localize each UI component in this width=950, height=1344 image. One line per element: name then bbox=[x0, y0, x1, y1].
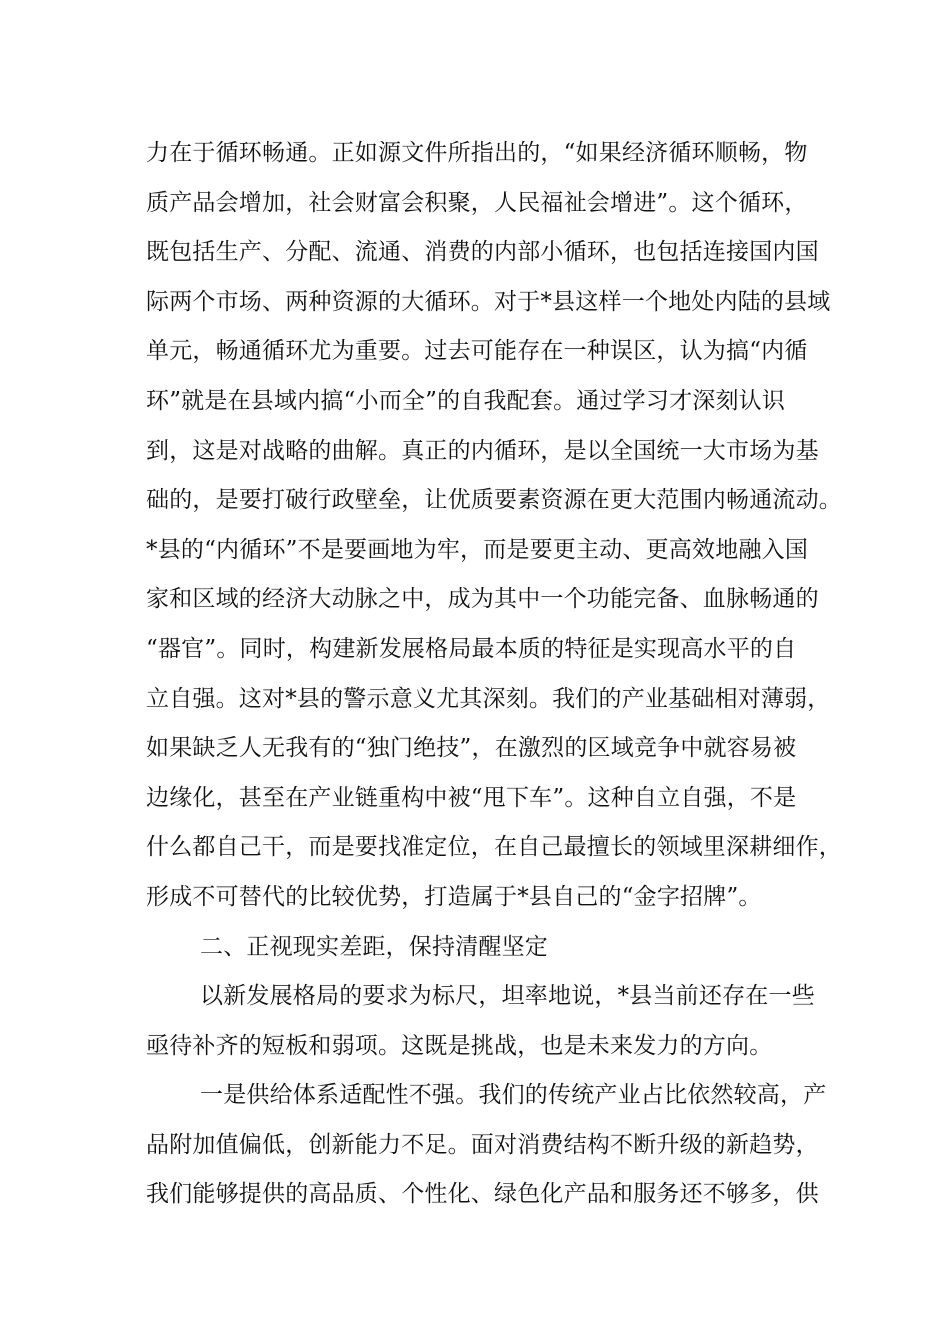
paragraph-line: 到，这是对战略的曲解。真正的内循环，是以全国统一大市场为基 bbox=[146, 437, 819, 464]
paragraph-line: 什么都自己干，而是要找准定位，在自己最擅长的领域里深耕细作， bbox=[146, 834, 842, 861]
paragraph-line: 边缘化，甚至在产业链重构中被“甩下车”。这种自立自强，不是 bbox=[146, 784, 797, 811]
paragraph-line: 际两个市场、两种资源的大循环。对于*县这样一个地处内陆的县域 bbox=[146, 288, 831, 315]
paragraph-line: 础的，是要打破行政壁垒，让优质要素资源在更大范围内畅通流动。 bbox=[146, 487, 842, 514]
paragraph-line: 一是供给体系适配性不强。我们的传统产业占比依然较高，产 bbox=[200, 1082, 827, 1109]
paragraph-line: 环”就是在县域内搞“小而全”的自我配套。通过学习才深刻认识 bbox=[146, 387, 786, 414]
paragraph-line: 质产品会增加，社会财富会积聚，人民福祉会增进”。这个循环， bbox=[146, 189, 808, 216]
paragraph-line: 形成不可替代的比较优势，打造属于*县自己的“金字招牌”。 bbox=[146, 883, 762, 910]
paragraph-line: 如果缺乏人无我有的“独门绝技”，在激烈的区域竞争中就容易被 bbox=[146, 735, 797, 762]
paragraph-line: 以新发展格局的要求为标尺，坦率地说，*县当前还存在一些 bbox=[200, 983, 815, 1010]
paragraph-line: *县的“内循环”不是要画地为牢，而是要更主动、更高效地融入国 bbox=[146, 536, 809, 563]
paragraph-line: 亟待补齐的短板和弱项。这既是挑战，也是未来发力的方向。 bbox=[146, 1032, 773, 1059]
paragraph-line: 品附加值偏低，创新能力不足。面对消费结构不断升级的新趋势， bbox=[146, 1131, 819, 1158]
paragraph-line: 单元，畅通循环尤为重要。过去可能存在一种误区，认为搞“内循 bbox=[146, 338, 808, 365]
document-body bbox=[146, 129, 842, 1220]
paragraph-line: 既包括生产、分配、流通、消费的内部小循环，也包括连接国内国 bbox=[146, 239, 819, 266]
section-heading: 二、正视现实差距，保持清醒坚定 bbox=[200, 933, 548, 960]
paragraph-line: 家和区域的经济大动脉之中，成为其中一个功能完备、血脉畅通的 bbox=[146, 586, 819, 613]
paragraph-line: 力在于循环畅通。正如源文件所指出的，“如果经济循环顺畅，物 bbox=[146, 140, 808, 166]
paragraph-line: 我们能够提供的高品质、个性化、绿色化产品和服务还不够多，供 bbox=[146, 1181, 819, 1208]
paragraph-line: “器官”。同时，构建新发展格局最本质的特征是实现高水平的自 bbox=[146, 635, 797, 662]
paragraph-line: 立自强。这对*县的警示意义尤其深刻。我们的产业基础相对薄弱， bbox=[146, 685, 831, 712]
